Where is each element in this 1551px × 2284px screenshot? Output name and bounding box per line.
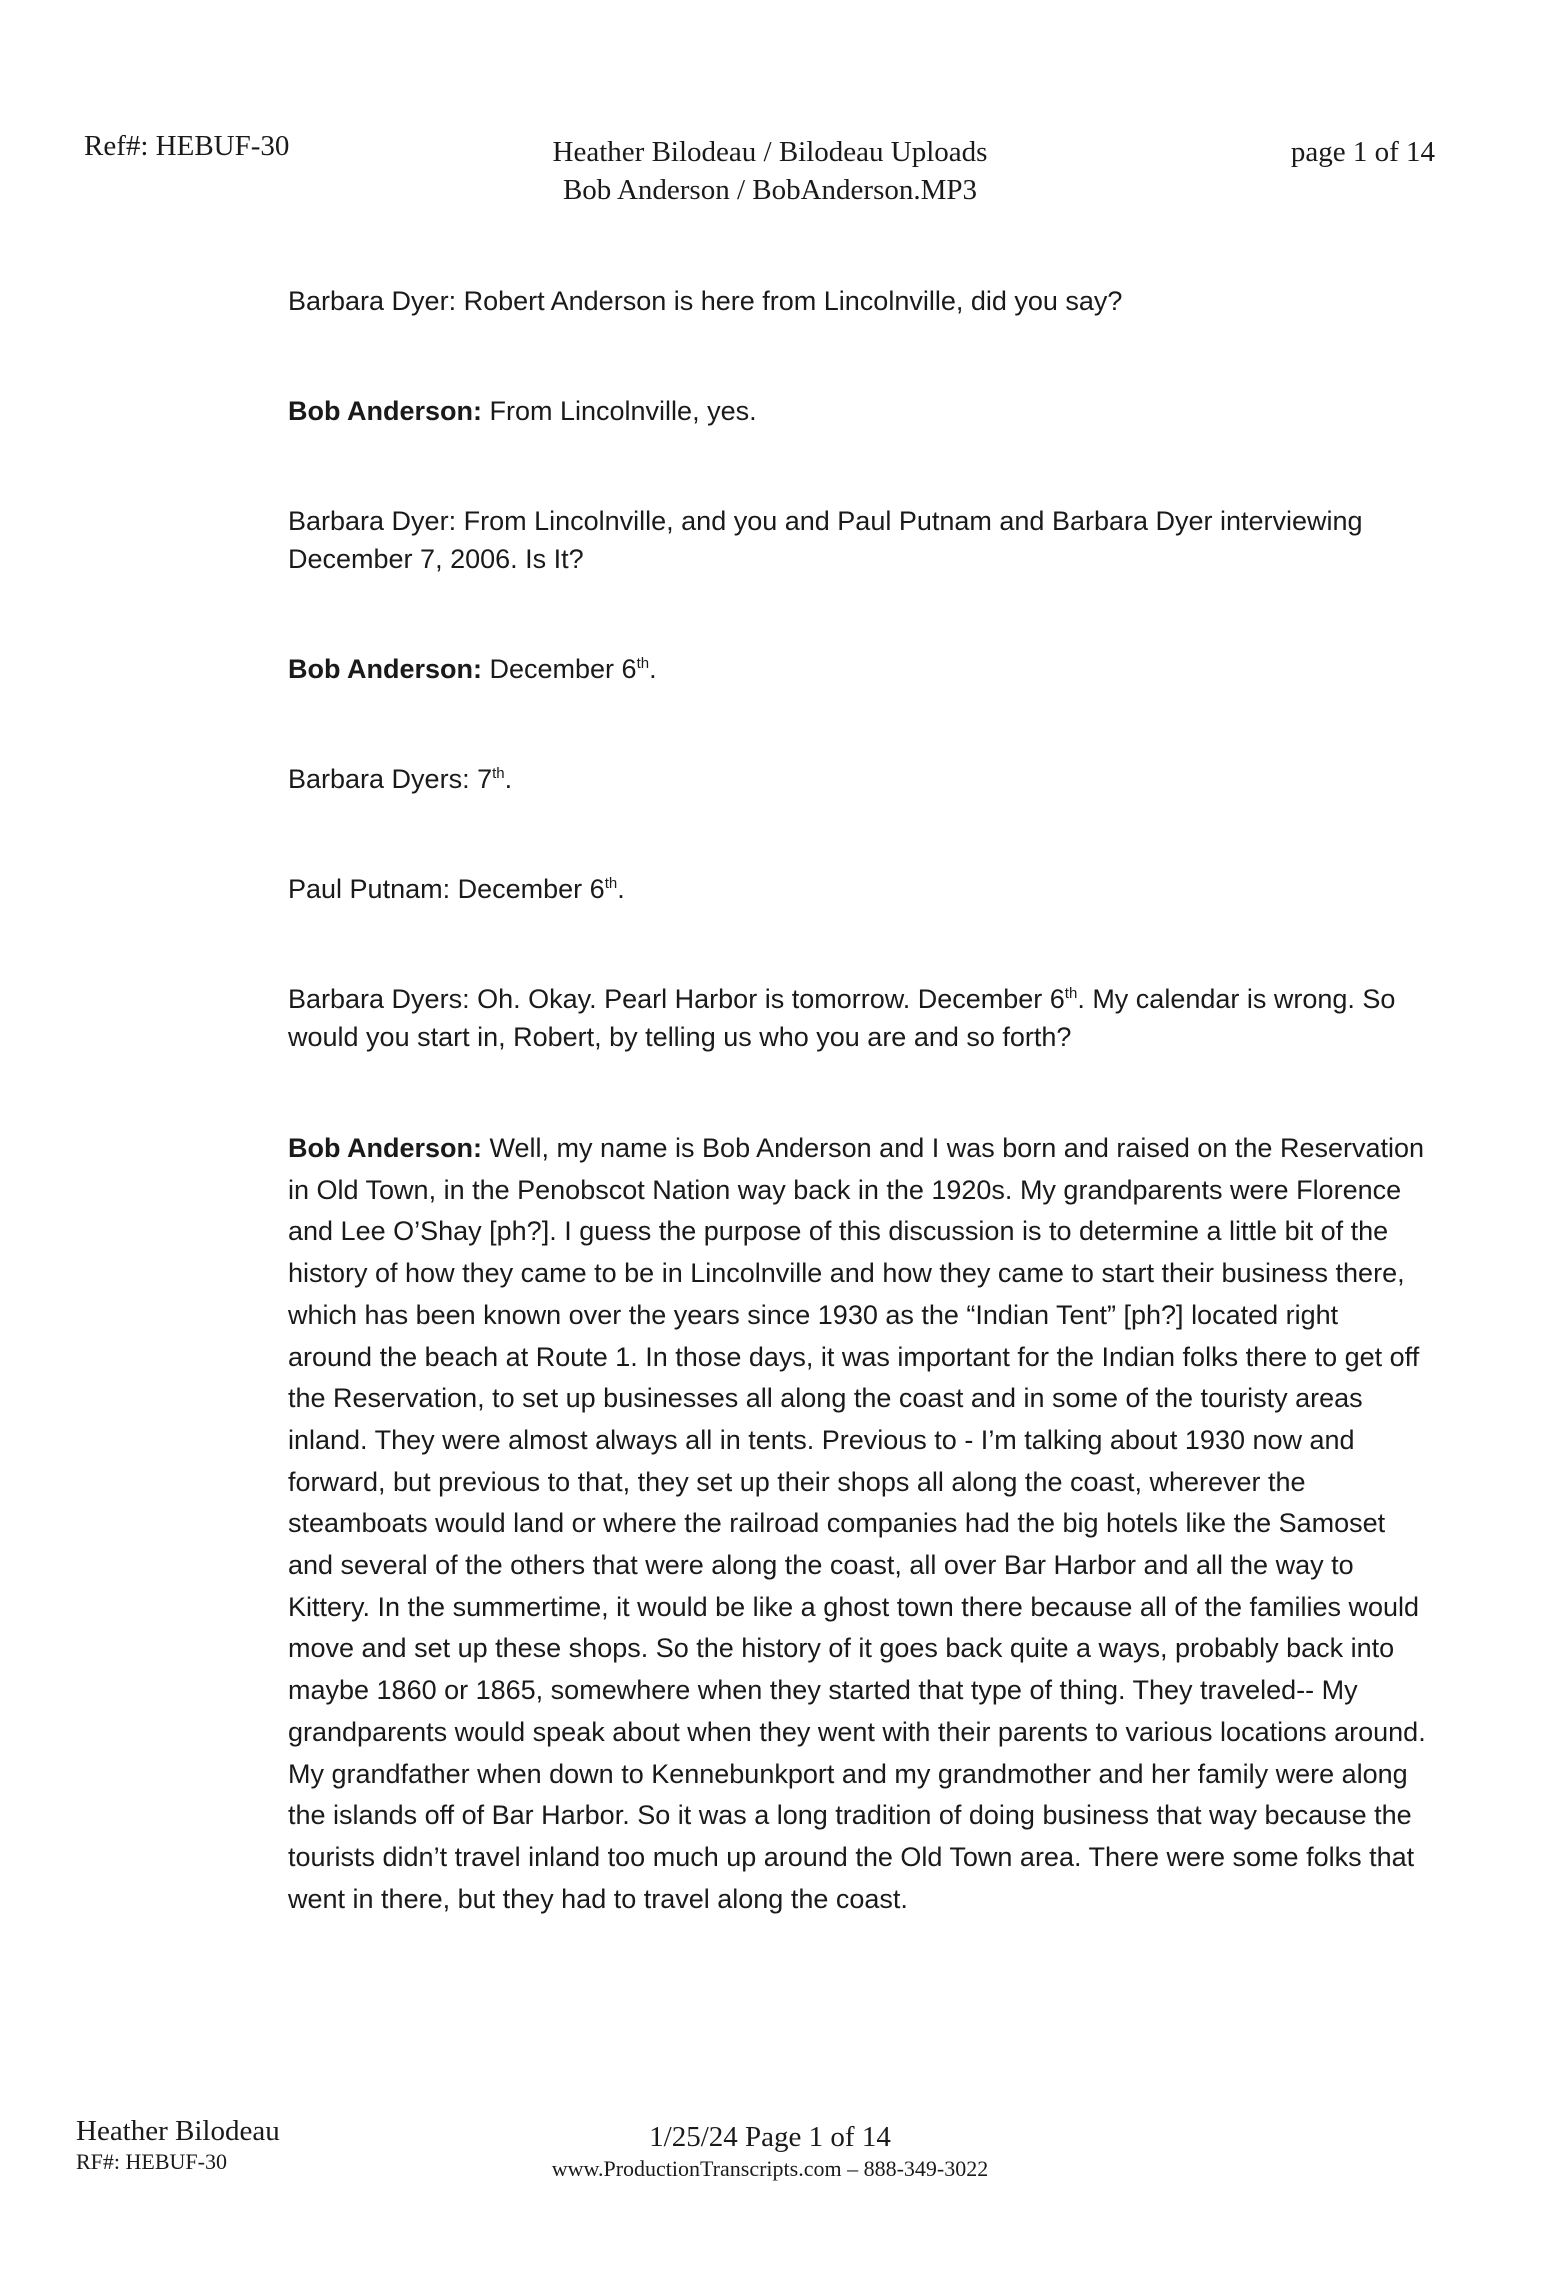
turn-text: 7 — [477, 764, 493, 794]
turn-text-end: . — [504, 764, 513, 794]
transcript-turn — [288, 650, 1428, 688]
transcript-turn — [288, 282, 1428, 320]
turn-text-end: . — [617, 874, 625, 904]
speaker-label: Barbara Dyers: — [288, 984, 470, 1014]
header-page-number: page 1 of 14 — [1290, 136, 1435, 168]
header-file-name: Bob Anderson / BobAnderson.MP3 — [562, 174, 978, 206]
speaker-label: Barbara Dyer: — [288, 286, 457, 316]
turn-text-end: . — [649, 654, 657, 684]
header-collection: Heather Bilodeau / Bilodeau Uploads — [552, 136, 988, 168]
speaker-label: Barbara Dyers: — [288, 764, 470, 794]
transcript-turn — [288, 870, 1428, 908]
footer-center — [450, 2120, 1090, 2184]
turn-text: December 6 — [489, 654, 637, 684]
ordinal-suffix: th — [636, 655, 650, 672]
transcript-body — [288, 282, 1428, 1992]
speaker-label: Bob Anderson: — [288, 396, 482, 426]
turn-text: From Lincolnville, yes. — [489, 396, 757, 426]
transcript-turn — [288, 392, 1428, 430]
footer-left — [76, 2114, 280, 2176]
ordinal-suffix: th — [1064, 985, 1078, 1002]
turn-text-end: . My calendar is wrong. So would you start in, Robert, by telling us who you are and so forth? — [288, 984, 1396, 1052]
footer-date-page: 1/25/24 Page 1 of 14 — [649, 2121, 891, 2153]
turn-text: From Lincolnville, and you and Paul Putnam and Barbara Dyer interviewing December 7, 2006. Is It? — [288, 506, 1363, 574]
header-title — [420, 133, 1120, 209]
speaker-label: Paul Putnam: — [288, 874, 451, 904]
footer-ref-number: RF#: HEBUF-30 — [76, 2149, 227, 2174]
transcript-turn — [288, 1128, 1428, 1920]
transcript-turn — [288, 980, 1428, 1056]
transcript-turn — [288, 502, 1428, 578]
speaker-label: Bob Anderson: — [288, 654, 482, 684]
turn-text: Robert Anderson is here from Lincolnville, did you say? — [463, 286, 1123, 316]
turn-text: Oh. Okay. Pearl Harbor is tomorrow. December 6 — [477, 984, 1065, 1014]
turn-text: Well, my name is Bob Anderson and I was born and raised on the Reservation in Old Town, in the Penobscot Nation way back in the 1920s. My grandparents were Florence and Lee O’Shay [ph?]. I guess the purpose of this discussion is to determine a little bit of the history of how they came to be in Lincolnville and how they came to start their business there, which has been known over the years since 1930 as the “Indian Tent” [ph?] located right around the beach at Route 1. In those days, it was important for the Indian folks there to get off the Reservation, to set up businesses all along the coast and in some of the touristy areas inland. They were almost always all in tents. Previous to - I’m talking about 1930 now and forward, but previous to that, they set up their shops all along the coast, wherever the steamboats would land or where the railroad companies had the big hotels like the Samoset and several of the others that were along the coast, all over Bar Harbor and all the way to Kittery. In the summertime, it would be like a ghost town there because all of the families would move and set up these shops. So the history of it goes back quite a ways, probably back into maybe 1860 or 1865, somewhere when they started that type of thing. They traveled-- My grandparents would speak about when they went with their parents to various locations around. My grandfather when down to Kennebunkport and my grandmother and her family were along the islands off of Bar Harbor. So it was a long tradition of doing business that way because the tourists didn’t travel inland too much up around the Old Town area. There were some folks that went in there, but they had to travel along the coast. — [288, 1133, 1426, 1914]
transcript-turn — [288, 760, 1428, 798]
speaker-label: Bob Anderson: — [288, 1133, 482, 1163]
ordinal-suffix: th — [492, 765, 505, 782]
header-ref-number: Ref#: HEBUF-30 — [84, 130, 290, 162]
turn-text: December 6 — [457, 874, 605, 904]
speaker-label: Barbara Dyer: — [288, 506, 457, 536]
footer-website: www.ProductionTranscripts.com – 888-349-3022 — [551, 2156, 989, 2181]
ordinal-suffix: th — [604, 875, 618, 892]
footer-name: Heather Bilodeau — [76, 2115, 280, 2147]
